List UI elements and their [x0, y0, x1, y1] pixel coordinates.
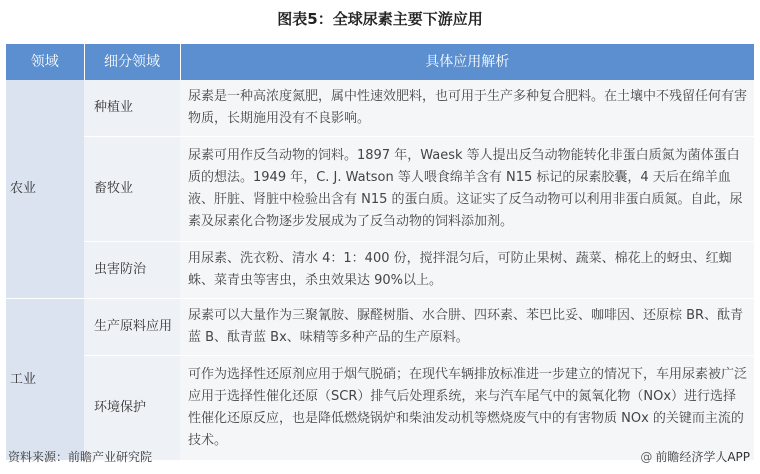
- at-icon: @: [640, 450, 653, 464]
- category-industry: 工业: [6, 299, 84, 461]
- table-row: [6, 137, 754, 242]
- table-row: [6, 80, 754, 137]
- analysis-cell: 尿素可用作反刍动物的饲料。1897 年，Waesk 等人提出反刍动物能转化非蛋白质氮为菌体蛋白质的想法。1949 年，C. J. Watson 等人喂食绵羊含有 N15 标记的尿素胶囊，4 天后在绵羊血液、肝脏、肾脏中检验出含有 N15 的蛋白质。这证实了反刍动物可以利用非蛋白质氮。自此，尿素及尿素化合物逐步发展成为了反刍动物的饲料添加剂。: [180, 137, 754, 242]
- analysis-cell: 尿素可以大量作为三聚氰胺、脲醛树脂、水合肼、四环素、苯巴比妥、咖啡因、还原棕 BR、酞青蓝 B、酞青蓝 Bx、味精等多种产品的生产原料。: [180, 299, 754, 356]
- brand-credit: [640, 448, 750, 465]
- page-title: 图表5：全球尿素主要下游应用: [277, 10, 483, 28]
- table-row: [6, 356, 754, 461]
- brand-label: 前瞻经济学人APP: [655, 450, 750, 464]
- analysis-cell: 尿素是一种高浓度氮肥，属中性速效肥料，也可用于生产多种复合肥料。在土壤中不残留任何有害物质，长期施用没有不良影响。: [180, 80, 754, 137]
- analysis-cell: 用尿素、洗衣粉、清水 4：1：400 份，搅拌混匀后，可防止果树、蔬菜、棉花上的蚜虫、红蜘蛛、菜青虫等害虫，杀虫效果达 90%以上。: [180, 242, 754, 299]
- source-note: 资料来源：前瞻产业研究院: [8, 450, 153, 464]
- subdomain-cell: 畜牧业: [84, 137, 180, 242]
- downstream-application-table: [6, 44, 754, 461]
- analysis-cell: 可作为选择性还原剂应用于烟气脱硝；在现代车辆排放标准进一步建立的情况下，车用尿素被广泛应用于选择性催化还原（SCR）排气后处理系统，来与汽车尾气中的氮氧化物（NOx）进行选择性催化还原反应，也是降低燃烧锅炉和柴油发动机等燃烧废气中的有害物质 NOx 的关键而主流的技术。: [180, 356, 754, 461]
- table-row: [6, 242, 754, 299]
- category-agriculture: 农业: [6, 80, 84, 299]
- header-domain: 领域: [6, 44, 84, 80]
- table-row: [6, 299, 754, 356]
- subdomain-cell: 环境保护: [84, 356, 180, 461]
- subdomain-cell: 种植业: [84, 80, 180, 137]
- subdomain-cell: 生产原料应用: [84, 299, 180, 356]
- header-analysis: 具体应用解析: [180, 44, 754, 80]
- header-subdomain: 细分领域: [84, 44, 180, 80]
- table-header-row: [6, 44, 754, 80]
- subdomain-cell: 虫害防治: [84, 242, 180, 299]
